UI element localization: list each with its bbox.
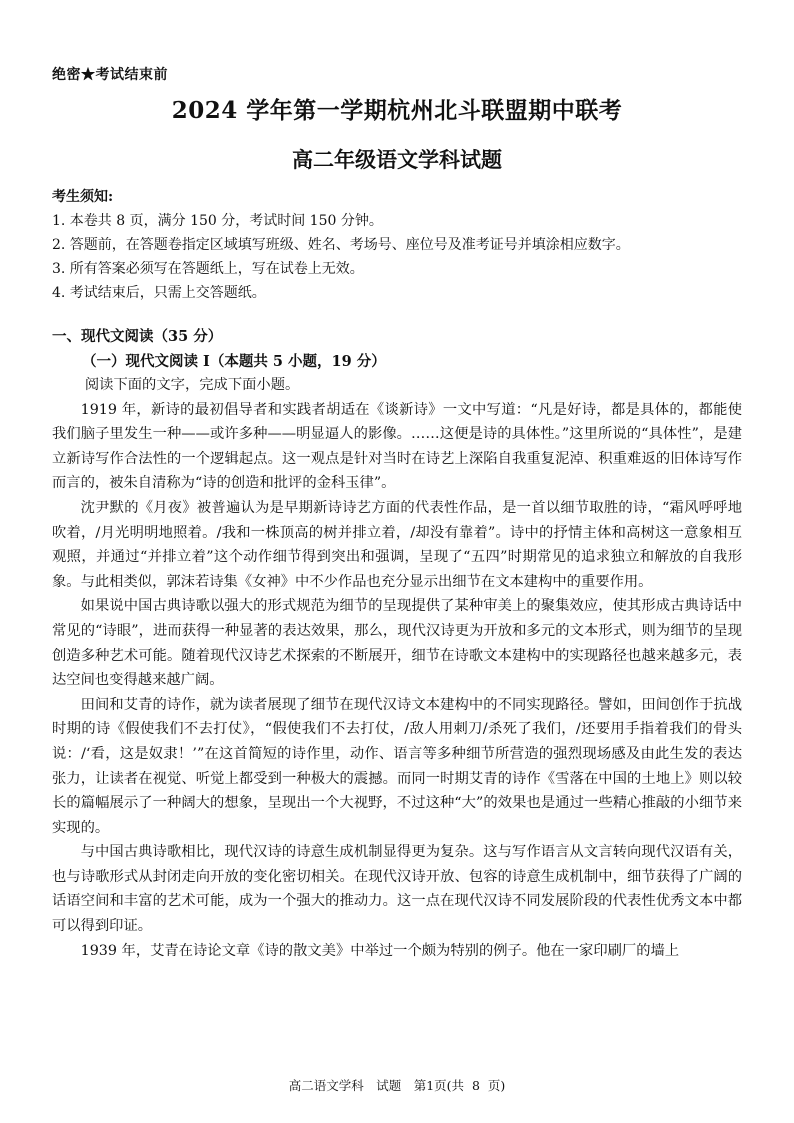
section-heading: 一、现代文阅读（35 分） bbox=[52, 328, 223, 345]
passage-paragraph: 与中国古典诗歌相比，现代汉诗的诗意生成机制显得更为复杂。这与写作语言从文言转向现代汉语有关，也与诗歌形式从封闭走向开放的变化密切相关。在现代汉诗开放、包容的诗意生成机制中，细节获得了广阔的话语空间和丰富的艺术可能，成为一个强大的推动力。这一点在现代汉诗不同发展阶段的代表性优秀文本中都可以得到印证。 bbox=[52, 844, 742, 935]
passage-paragraph: 1919 年，新诗的最初倡导者和实践者胡适在《谈新诗》一文中写道：“凡是好诗，都是具体的，都能使我们脑子里发生一种——或许多种——明显逼人的影像。……这便是诗的具体性。”这里所说的“具体性”，是建立新诗写作合法性的一个逻辑起点。这一观点是针对当时在诗艺上深陷自我重复泥淖、积重难返的旧体诗写作而言的，被朱自清称为“诗的创造和批评的金科玉律”。 bbox=[52, 401, 742, 492]
passage-paragraph: 1939 年，艾青在诗论文章《诗的散文美》中举过一个颇为特别的例子。他在一家印刷厂的墙上 bbox=[80, 942, 680, 959]
notice-item: 4. 考试结束后，只需上交答题纸。 bbox=[52, 285, 266, 301]
notice-item: 2. 答题前，在答题卷指定区域填写班级、姓名、考场号、座位号及准考证号并填涂相应数字。 bbox=[52, 237, 630, 253]
candidate-notice bbox=[52, 185, 630, 305]
page-footer: 高二语文学科 试题 第1页(共 8 页) bbox=[288, 1078, 506, 1093]
notice-title: 考生须知: bbox=[52, 189, 114, 205]
reading-passage bbox=[52, 373, 742, 963]
exam-subtitle: 高二年级语文学科试题 bbox=[292, 147, 502, 172]
exam-title: 2024 学年第一学期杭州北斗联盟期中联考 bbox=[171, 97, 623, 124]
passage-paragraph: 田间和艾青的诗作，就为读者展现了细节在现代汉诗文本建构中的不同实现路径。譬如，田间创作于抗战时期的诗《假使我们不去打仗》，“假使我们不去打仗，/敌人用刺刀/杀死了我们，/还要用手指着我们的骨头说：/‘看，这是奴隶！’”在这首简短的诗作里，动作、语言等多种细节所营造的强烈现场感及由此生发的表达张力，让读者在视觉、听觉上都受到一种极大的震撼。而同一时期艾青的诗作《雪落在中国的土地上》则以较长的篇幅展示了一种阔大的想象，呈现出一个大视野，不过这种“大”的效果也是通过一些精心推敲的小细节来实现的。 bbox=[52, 696, 742, 836]
passage-paragraph: 如果说中国古典诗歌以强大的形式规范为细节的呈现提供了某种审美上的聚集效应，使其形成古典诗话中常见的“诗眼”，进而获得一种显著的表达效果，那么，现代汉诗更为开放和多元的文本形式，则为细节的呈现创造多种艺术可能。随着现代汉诗艺术探索的不断展开，细节在诗歌文本建构中的实现路径也越来越多元，表达空间也变得越来越广阔。 bbox=[52, 598, 742, 689]
notice-item: 1. 本卷共 8 页，满分 150 分，考试时间 150 分钟。 bbox=[52, 213, 383, 229]
notice-item: 3. 所有答案必须写在答题纸上，写在试卷上无效。 bbox=[52, 261, 364, 277]
confidential-mark: 绝密★考试结束前 bbox=[52, 67, 168, 83]
passage-paragraph: 沈尹默的《月夜》被普遍认为是早期新诗诗艺方面的代表性作品，是一首以细节取胜的诗，“霜风呼呼地吹着，/月光明明地照着。/我和一株顶高的树并排立着，/却没有靠着”。诗中的抒情主体和高树这一意象相互观照，并通过“并排立着”这个动作细节得到突出和强调，呈现了“五四”时期常见的追求独立和解放的自我形象。与此相类似，郭沫若诗集《女神》中不少作品也充分显示出细节在文本建构中的重要作用。 bbox=[52, 499, 742, 590]
subsection-heading: （一）现代文阅读 I（本题共 5 小题，19 分） bbox=[82, 353, 386, 370]
reading-instruction: 阅读下面的文字，完成下面小题。 bbox=[84, 377, 300, 393]
